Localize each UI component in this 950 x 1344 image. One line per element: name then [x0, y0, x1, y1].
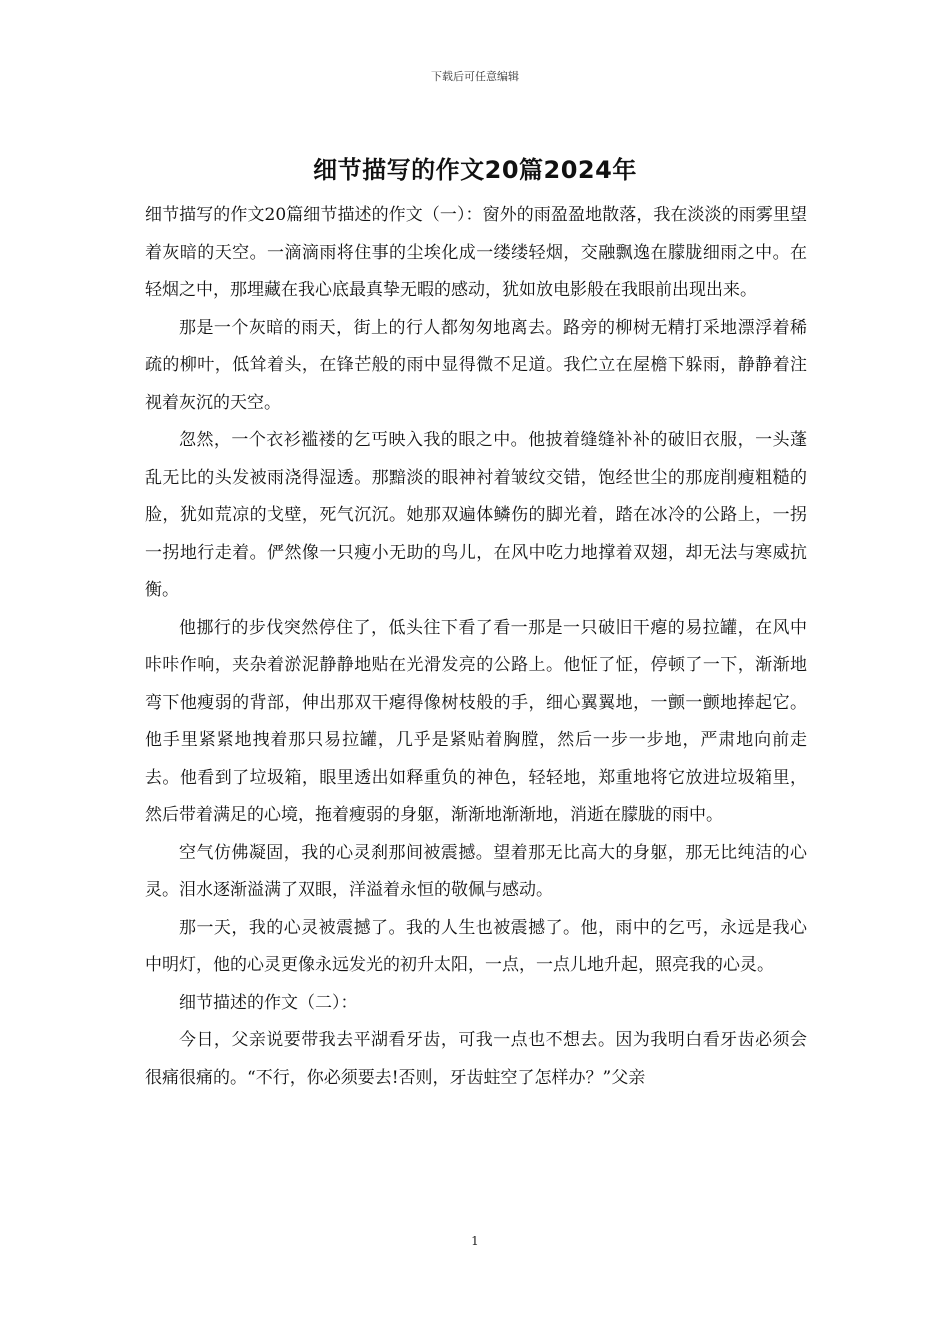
document-body	[145, 197, 807, 1097]
paragraph-intro: 细节描写的作文20篇细节描述的作文（一）：窗外的雨盈盈地散落，我在淡淡的雨雾里望着灰暗的天空。一滴滴雨将住事的尘埃化成一缕缕轻烟，交融飘逸在朦胧细雨之中。在轻烟之中，那埋藏在我心底最真挚无暇的感动，犹如放电影般在我眼前出现出来。	[145, 205, 807, 300]
paragraph: 空气仿佛凝固，我的心灵刹那间被震撼。望着那无比高大的身躯，那无比纯洁的心灵。泪水逐渐溢满了双眼，洋溢着永恒的敬佩与感动。	[145, 842, 807, 900]
paragraph: 忽然，一个衣衫褴褛的乞丐映入我的眼之中。他披着缝缝补补的破旧衣服，一头蓬乱无比的头发被雨浇得湿透。那黯淡的眼神衬着皱纹交错，饱经世尘的那庞削瘦粗糙的脸，犹如荒凉的戈壁，死气沉沉。她那双遍体鳞伤的脚光着，踏在冰冷的公路上，一拐一拐地行走着。俨然像一只瘦小无助的鸟儿，在风中吃力地撑着双翅，却无法与寒威抗衡。	[145, 430, 807, 600]
section-heading: 细节描述的作文（二）：	[179, 992, 358, 1013]
paragraph: 他挪行的步伐突然停住了，低头往下看了看一那是一只破旧干瘪的易拉罐，在风中咔咔作响，夹杂着淤泥静静地贴在光滑发亮的公路上。他怔了怔，停顿了一下，渐渐地弯下他瘦弱的背部，伸出那双干瘪得像树枝般的手，细心翼翼地，一颤一颤地捧起它。他手里紧紧地拽着那只易拉罐，几乎是紧贴着胸膛，然后一步一步地，严肃地向前走去。他看到了垃圾箱，眼里透出如释重负的神色，轻轻地，郑重地将它放进垃圾箱里，然后带着满足的心境，拖着瘦弱的身躯，渐渐地渐渐地，消逝在朦胧的雨中。	[145, 617, 807, 825]
paragraph: 那是一个灰暗的雨天，街上的行人都匆匆地离去。路旁的柳树无精打采地漂浮着稀疏的柳叶，低耸着头，在锋芒般的雨中显得微不足道。我伫立在屋檐下躲雨，静静着注视着灰沉的天空。	[145, 317, 807, 413]
paragraph: 那一天，我的心灵被震撼了。我的人生也被震撼了。他，雨中的乞丐，永远是我心中明灯，他的心灵更像永远发光的初升太阳，一点，一点儿地升起，照亮我的心灵。	[145, 917, 807, 975]
header-note: 下载后可任意编辑	[431, 70, 519, 83]
paragraph: 今日，父亲说要带我去平湖看牙齿，可我一点也不想去。因为我明白看牙齿必须会很痛很痛的。“不行，你必须要去!否则，牙齿蛀空了怎样办？”父亲	[145, 1030, 807, 1088]
document-title: 细节描写的作文20篇2024年	[313, 156, 637, 184]
page-number: 1	[471, 1234, 479, 1248]
